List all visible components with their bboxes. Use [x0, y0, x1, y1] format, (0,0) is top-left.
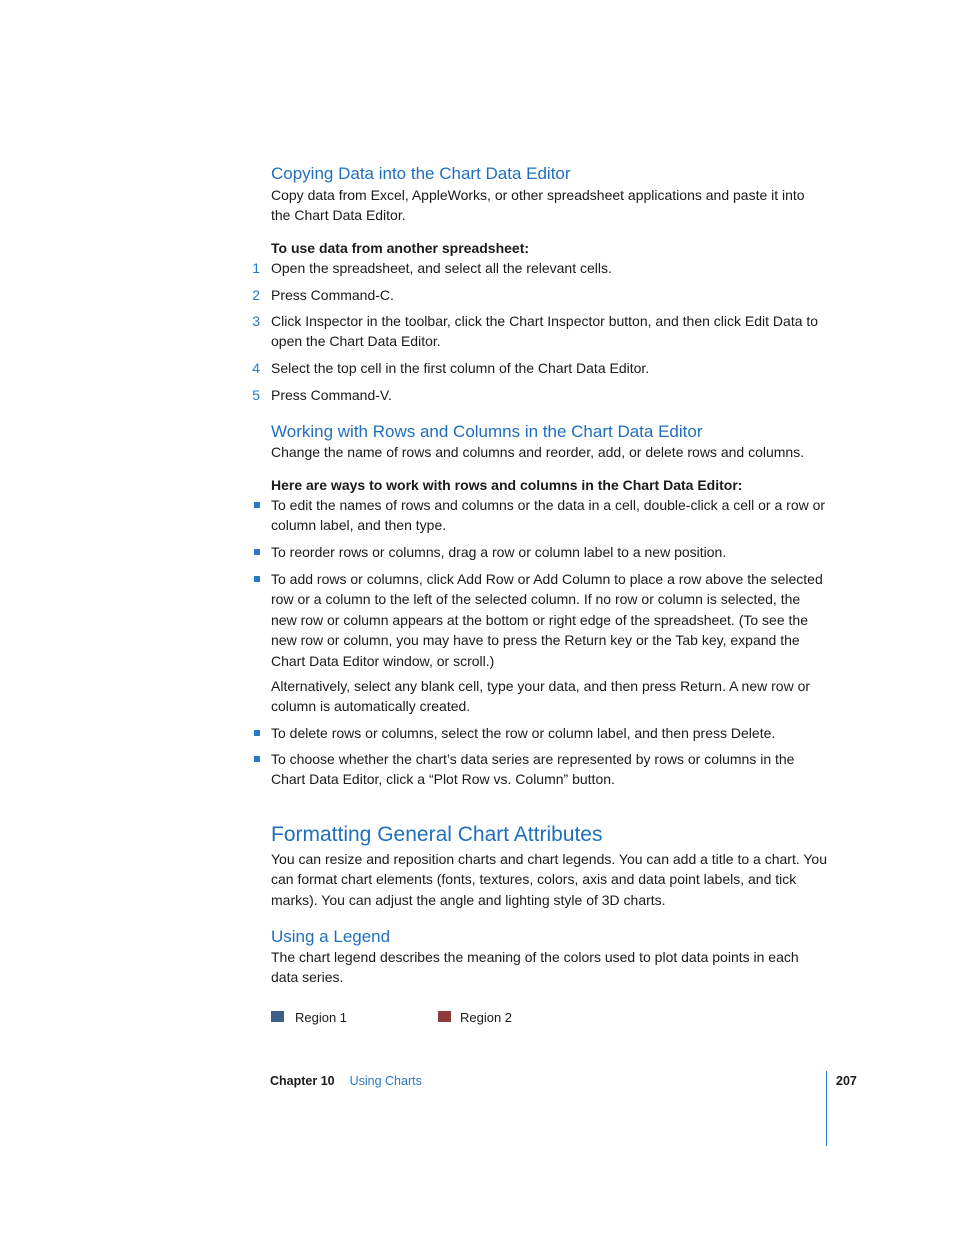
step-number: 5	[252, 387, 260, 403]
section-heading-rows-columns: Working with Rows and Columns in the Chart Data Editor	[271, 422, 703, 441]
footer-chapter-info	[270, 1073, 422, 1089]
legend-swatch-region-2	[438, 1011, 451, 1022]
section-intro: Copy data from Excel, AppleWorks, or other spreadsheet applications and paste it into the Chart Data Editor.	[271, 187, 805, 224]
section-intro: You can resize and reposition charts and chart legends. You can add a title to a chart. You can format chart elements (fonts, textures, colors, axis and data point labels, and tick marks). You can adjust the angle and lighting style of 3D charts.	[271, 851, 827, 908]
step-text: Open the spreadsheet, and select all the relevant cells.	[271, 260, 612, 276]
task-heading: Here are ways to work with rows and columns in the Chart Data Editor:	[271, 477, 743, 493]
alternative-note: Alternatively, select any blank cell, type your data, and then press Return. A new row or column is automatically created.	[271, 678, 811, 715]
footer-chapter-number: Chapter 10	[270, 1074, 335, 1088]
step-number: 3	[252, 313, 260, 329]
section-intro: The chart legend describes the meaning of the colors used to plot data points in each data series.	[271, 949, 799, 986]
bullet-icon	[254, 576, 260, 582]
bullet-icon	[254, 549, 260, 555]
bullet-text: To reorder rows or columns, drag a row or column label to a new position.	[271, 544, 727, 560]
task-heading: To use data from another spreadsheet:	[271, 240, 530, 256]
bullet-text: To edit the names of rows and columns or the data in a cell, double-click a cell or a row or column label, and then type.	[271, 497, 826, 534]
bullet-text: To choose whether the chart’s data series are represented by rows or columns in the Chart Data Editor, click a “Plot Row vs. Column” button.	[271, 751, 795, 788]
section-heading-copying-data: Copying Data into the Chart Data Editor	[271, 164, 571, 183]
bullet-text: To add rows or columns, click Add Row or Add Column to place a row above the selected row or a column to the left of the selected column. If no row or column is selected, the new row or column appears at the bottom or right edge of the spreadsheet. (To see the new row or column, you may have to press the Return key or the Tab key, expand the Chart Data Editor window, or scroll.)	[271, 571, 823, 669]
step-text: Press Command-V.	[271, 387, 392, 403]
bullet-icon	[254, 756, 260, 762]
section-heading-formatting: Formatting General Chart Attributes	[271, 823, 603, 846]
section-intro: Change the name of rows and columns and reorder, add, or delete rows and columns.	[271, 444, 805, 460]
page-number: 207	[836, 1074, 857, 1088]
step-number: 4	[252, 360, 260, 376]
legend-swatch-region-1	[271, 1011, 284, 1022]
step-number: 1	[252, 260, 260, 276]
step-text: Select the top cell in the first column of the Chart Data Editor.	[271, 360, 650, 376]
step-text: Press Command-C.	[271, 287, 394, 303]
step-text: Click Inspector in the toolbar, click the Chart Inspector button, and then click Edit Data to open the Chart Data Editor.	[271, 313, 819, 350]
bullet-text: To delete rows or columns, select the row or column label, and then press Delete.	[271, 725, 776, 741]
legend-label-region-2: Region 2	[460, 1010, 513, 1025]
bullet-icon	[254, 730, 260, 736]
footer-chapter-title[interactable]: Using Charts	[349, 1074, 422, 1088]
bullet-icon	[254, 502, 260, 508]
legend-label-region-1: Region 1	[295, 1010, 348, 1025]
section-heading-legend: Using a Legend	[271, 927, 391, 946]
footer-divider	[826, 1071, 827, 1146]
step-number: 2	[252, 287, 260, 303]
